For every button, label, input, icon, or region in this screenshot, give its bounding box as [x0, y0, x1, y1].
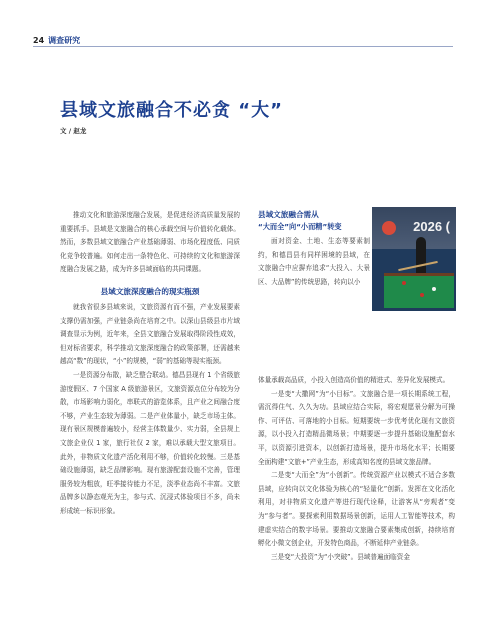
- right-column-top: [258, 209, 370, 289]
- page-number: 24: [33, 36, 45, 45]
- body-paragraph: 二是变“大而全”为“小创新”。传统资源产业以模式不适合多数县域，应转向以文化体验为核心的“轻量化”创新。发挥在文化活化利用，对非物质文化遗产等进行现代诠释，让游客从“旁观者”变为“参与者”。要探索利用数据场景创新，运用人工智能等技术，构建虚实结合的数字场景。要推动文旅融合要素集成创新，持续培育孵化小微文创企业，开发特色商品，不断延伸产业链条。: [258, 471, 455, 548]
- player-figure: [416, 237, 426, 273]
- ball-red: [420, 293, 424, 297]
- section-heading-bottlenecks: 县域文旅深度融合的现实瓶颈: [100, 286, 200, 296]
- right-column-bottom: [258, 374, 455, 632]
- event-logo-icon: [382, 221, 396, 235]
- ball-red: [402, 281, 406, 285]
- section-name: 调查研究: [48, 36, 81, 45]
- article-title: 县域文旅融合不必贪 “大”: [60, 100, 283, 121]
- body-paragraph: 面对资金、土地、生态等要素制约，和德昌县有同样困境的县域，在文旅融合中应摒弃追求“大投入、大景区、大品牌”的传统思路，转向以小: [258, 237, 370, 286]
- body-paragraph: 体量承载高品质，小投入创造高价值的精进式、差异化发展模式。: [258, 376, 450, 384]
- body-paragraph: 一是变“大撒网”为“小目标”。文旅融合是一项长期系统工程，需沉得住气、久久为功。县域应结合实际，将宏观愿景分解为可操作、可评估、可落地的小目标。短期要统一步优考优化现有文旅资源，以小投入打造精品微场景；中期要逐一步提升基础设施配套水平，以资源引进资本，以创新打造场景，提升市场化水平；长期要全面构建“文旅+”产业生态，形成高知名度的县域文旅品牌。: [258, 389, 455, 466]
- snooker-player-photo: [372, 207, 456, 311]
- body-paragraph: 一是资源分布散，缺乏整合联动。德昌县现有 1 个省级旅游度假区、7 个国家 A 级旅游景区，文旅资源点位分布较为分散，市场影响力弱化，串联式的游览体系，且产业之间融合度不够，产业生态较为薄弱。二是产业体量小，缺乏市场主体。现有景区规模普遍较小，经营主体数量少、实力弱，全县规上文旅企业仅 1 家，旅行社仅 2 家，难以承载大型文旅项目。此外，非物质文化遗产活化利用不够，价值转化较慢。三是基础设施薄弱，缺乏品牌影响。现有旅游配套设施不完善，管理服务较为粗放，旺季接待能力不足，淡季业态尚不丰富。文旅品牌多以静态观光为主，参与式、沉浸式体验项目不多，尚未形成统一标识形象。: [60, 370, 240, 515]
- section-heading-transform: 县域文旅融合需从: [258, 210, 319, 219]
- body-paragraph: 就我省很多县域来说，文旅资源有而不强，产业发展要素支撑仍需加强，产业链条尚在培育之中。以深山县级县市片域调查显示为例，近年来，全县文旅融合发展取得阶段性成效，但对标省要求，科学推动文旅深度融合的政策部署，还需越来越高“数”的现状，“小”的规模，“弱”的基础等现实瓶颈。: [60, 302, 240, 366]
- ball-white: [432, 287, 436, 291]
- header-rule: [33, 46, 453, 47]
- snooker-table: [384, 273, 454, 308]
- left-column: [60, 209, 240, 629]
- section-subheading: “大而全”向“小而精”转变: [258, 222, 342, 231]
- article-author: 文 / 赵龙: [60, 127, 87, 135]
- intro-paragraph: 推动文化和旅游深度融合发展，是促进经济高质量发展的重要抓手。县域是文旅融合的核心承载空间与价值转化载体。然而，多数县域文旅融合产业基础薄弱、市场化程度低、同质化竞争较普遍。如何走出一条特色化、可持续的文化和旅游深度融合发展之路，成为许多县域面临的共同课题。: [60, 211, 240, 274]
- page-header: [33, 35, 80, 46]
- body-paragraph: 三是变“大投资”为“小突破”。县域普遍面临资金: [271, 552, 410, 561]
- photo-banner-text: 2026 (: [413, 219, 450, 234]
